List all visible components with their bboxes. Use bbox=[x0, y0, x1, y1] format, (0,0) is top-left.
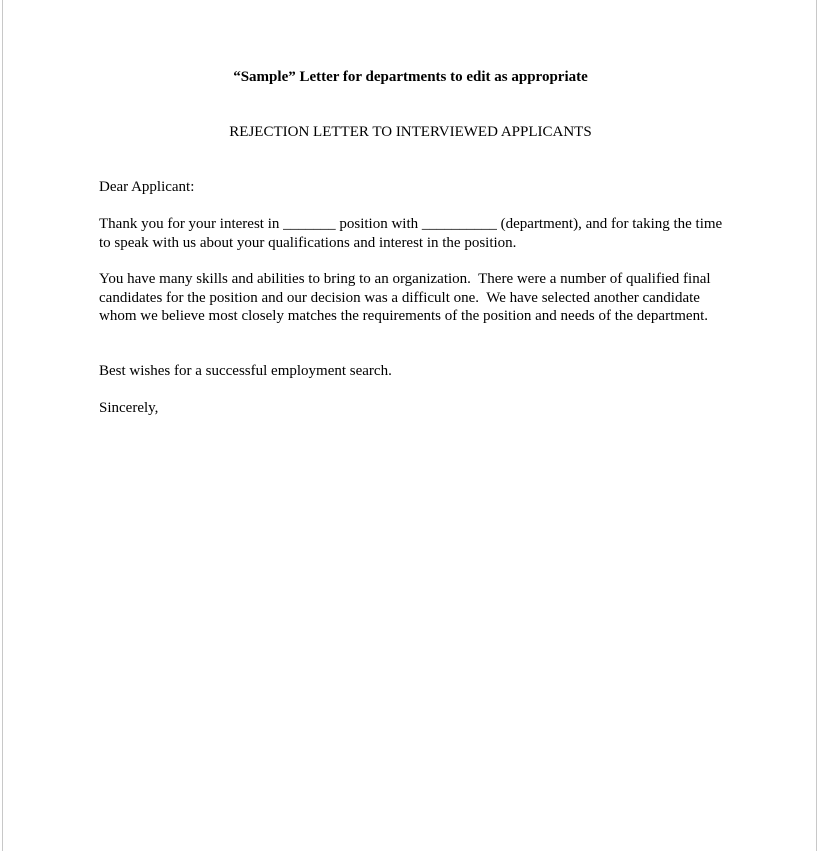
letter-title: REJECTION LETTER TO INTERVIEWED APPLICANTS bbox=[229, 124, 592, 140]
paragraph-decision: You have many skills and abilities to bring to an organization. There were a number of qualified final candidates for the position and our decision was a difficult one. We have selected another candidate whom we believe most closely matches the requirements of the position and needs of the department. bbox=[99, 271, 715, 324]
paragraph-interest: Thank you for your interest in _______ position with __________ (department), and for taking the time to speak with us about your qualifications and interest in the position. bbox=[99, 216, 726, 251]
sample-heading: “Sample” Letter for departments to edit as appropriate bbox=[233, 69, 588, 85]
closing: Sincerely, bbox=[99, 400, 159, 416]
document-page bbox=[2, 0, 817, 851]
paragraph-best-wishes: Best wishes for a successful employment search. bbox=[99, 363, 392, 379]
salutation: Dear Applicant: bbox=[99, 179, 195, 195]
